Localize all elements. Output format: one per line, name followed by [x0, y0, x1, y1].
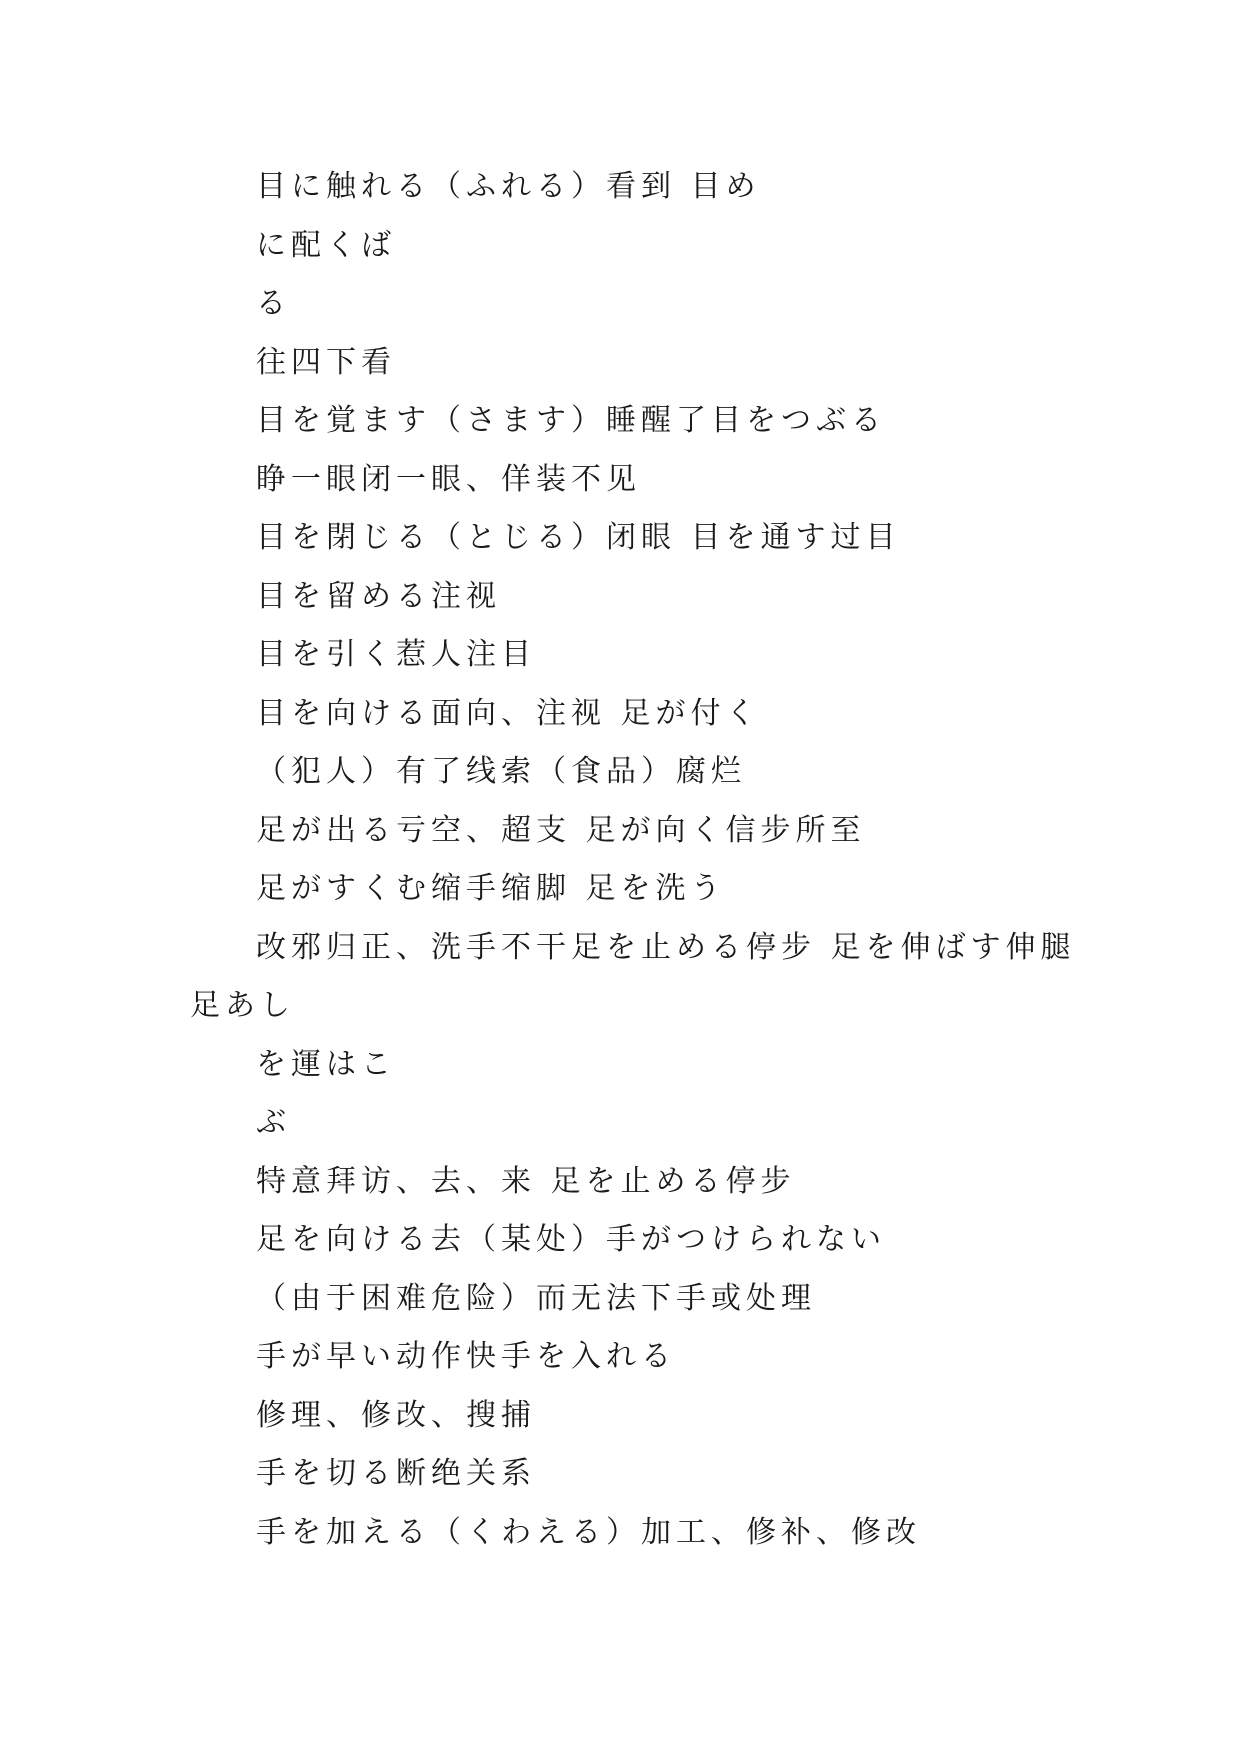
text-line: 改邪归正、洗手不干足を止める停步 足を伸ばす伸腿 [256, 929, 1076, 965]
text-line: を運はこ [256, 1046, 396, 1082]
text-line: る [256, 286, 291, 321]
text-line: 目を引く惹人注目 [256, 637, 536, 672]
text-line: ぶ [256, 1105, 291, 1140]
text-line: 目に触れる（ふれる）看到 目め [256, 169, 761, 204]
text-line: 特意拜访、去、来 足を止める停步 [256, 1163, 796, 1199]
text-line: 睁一眼闭一眼、佯装不见 [256, 461, 641, 497]
text-line: 手を切る断绝关系 [256, 1456, 536, 1491]
text-line: 目を覚ます（さます）睡醒了目をつぶる [256, 403, 886, 438]
text-line: （犯人）有了线索（食品）腐烂 [256, 754, 746, 789]
text-line: 目を向ける面向、注视 足が付く [256, 695, 761, 731]
text-line: に配くば [256, 227, 396, 263]
text-line: 手が早い动作快手を入れる [256, 1339, 676, 1374]
text-line: （由于困难危险）而无法下手或处理 [256, 1280, 816, 1316]
text-line: 目を留める注视 [256, 578, 501, 614]
text-line: 修理、修改、搜捕 [256, 1397, 536, 1433]
text-line: 目を閉じる（とじる）闭眼 目を通す过目 [256, 520, 901, 555]
text-line: 往四下看 [256, 344, 396, 380]
text-line: 手を加える（くわえる）加工、修补、修改 [256, 1514, 921, 1550]
text-line: 足あし [190, 988, 295, 1023]
text-line: 足が出る亏空、超支 足が向く信步所至 [256, 812, 866, 848]
text-line: 足がすくむ缩手缩脚 足を洗う [256, 871, 726, 906]
text-line: 足を向ける去（某处）手がつけられない [256, 1222, 886, 1257]
document-page [190, 158, 1080, 1562]
